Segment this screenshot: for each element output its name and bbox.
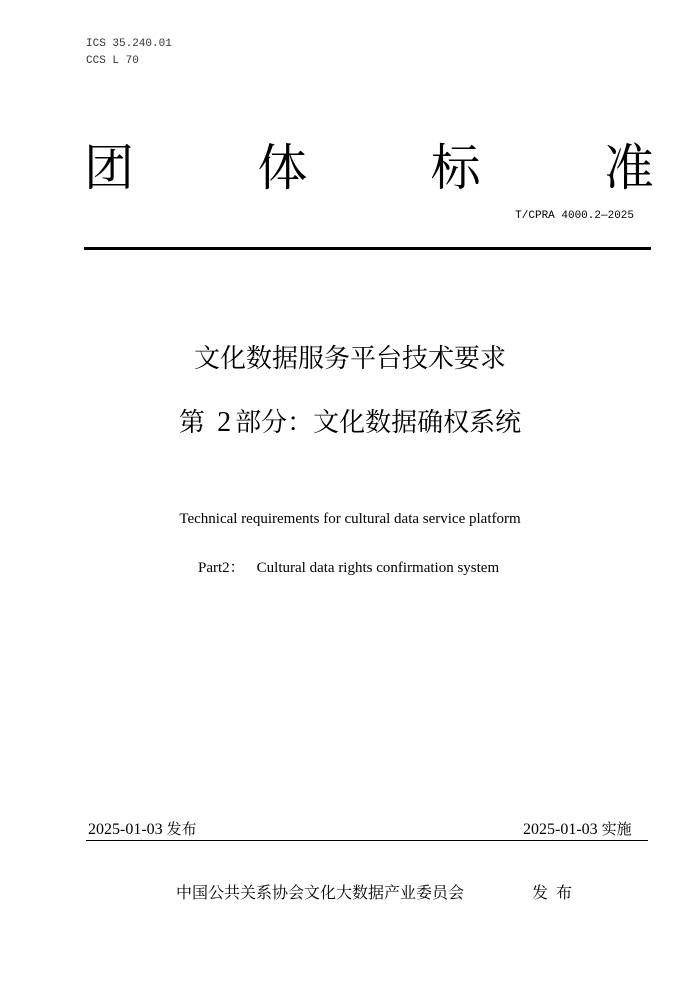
title-en-main: Technical requirements for cultural data service platform [179,511,521,527]
publish-date-line [88,818,197,839]
title-zh-part-prefix: 第 [178,408,205,438]
title-zh-main: 文化数据服务平台技术要求 [193,344,506,374]
title-en-part-label: Part2： [198,560,245,576]
title-zh-part-suffix: 部分：文化数据确权系统 [235,408,522,438]
footer-divider [86,840,648,841]
implement-label: 实施 [601,820,632,838]
ics-code: ICS 35.240.01 [86,38,172,50]
header-divider [84,247,651,250]
publish-label: 发布 [166,820,197,838]
issuing-organization: 中国公共关系协会文化大数据产业委员会 [176,883,465,902]
standard-type-heading [84,133,654,203]
title-zh-part [0,402,700,439]
standard-type-char: 标 [430,139,481,197]
title-zh-part-number: 2 [217,407,232,438]
classification-codes [86,36,172,70]
title-en-part-title: Cultural data rights confirmation system [256,560,500,576]
standard-number: T/CPRA 4000.2—2025 [515,210,634,222]
publish-date: 2025-01-03 [88,821,163,838]
standard-type-char: 体 [257,139,308,197]
ccs-code: CCS L 70 [86,55,139,67]
implement-date: 2025-01-03 [523,821,598,838]
issue-word: 发布 [532,883,581,902]
title-en-part [198,556,511,577]
standard-type-char: 准 [603,139,654,197]
implement-date-line [523,818,632,839]
standard-type-char: 团 [84,139,134,197]
